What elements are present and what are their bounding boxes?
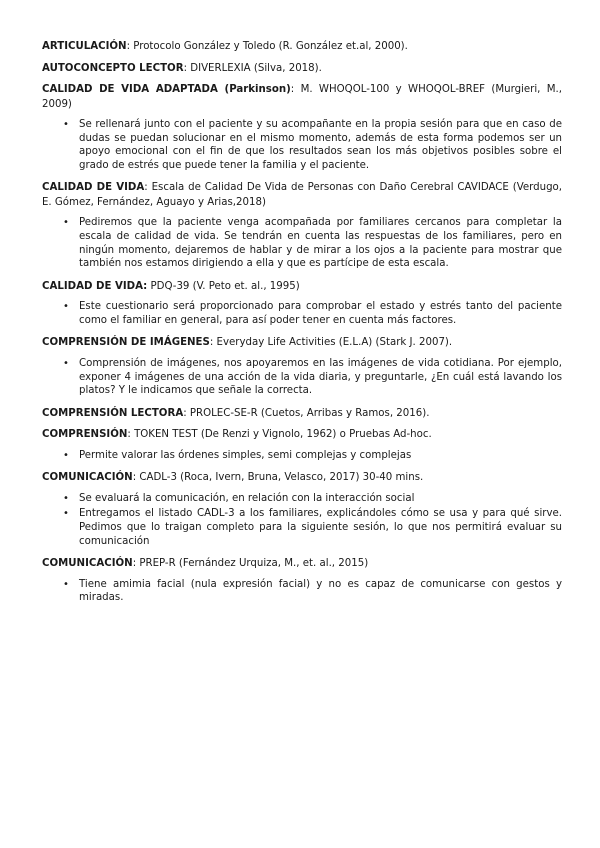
entry-heading [42,428,562,443]
bullet-item: • Se rellenará junto con el paciente y su acompañante en la propia sesión para que en caso de dudas se puedan solucionar en el mismo momento, además de esta forma podemos ser un apoyo emocional con el fin de que los resultados sean los más objetivos posibles sobre el grado de estrés que puede tener la familia y el paciente. [79,118,562,172]
entry-separator: : [126,41,134,52]
entry [42,40,562,55]
bullet-item: • Comprensión de imágenes, nos apoyaremos en las imágenes de vida cotidiana. Por ejemplo, exponer 4 imágenes de una acción de la vida diaria, y preguntarle, ¿En cuál está lavando los platos? Y le indicamos que señale la correcta. [79,357,562,398]
entry-term: COMPRENSIÓN LECTORA [42,407,184,419]
entry [42,62,562,77]
entry-reference: PREP-R (Fernández Urquiza, M., et. al., 2015) [139,558,369,570]
entry [42,83,562,172]
entry-heading [42,181,562,210]
entry-reference: TOKEN TEST (De Renzi y Vignolo, 1962) o Pruebas Ad-hoc. [134,429,432,441]
entry-separator: : [132,558,140,570]
entry [42,557,562,605]
bullet-item: • Entregamos el listado CADL-3 a los familiares, explicándoles cómo se usa y para qué sirve. Pedimos que lo traigan completo para la siguiente sesión, lo que nos permitirá evaluar su comunicación [79,507,562,548]
entry-reference: CADL-3 (Roca, Ivern, Bruna, Velasco, 2017) 30-40 mins. [139,472,424,484]
bullet-item: • Este cuestionario será proporcionado para comprobar el estado y estrés tanto del paciente como el familiar en general, para así poder tener en cuenta más factores. [79,300,562,327]
entry [42,428,562,462]
entry-heading [42,336,562,351]
bullet-list [42,449,562,463]
entry-reference: Escala de Calidad De Vida de Personas con Daño Cerebral CAVIDACE (Verdugo, E. Gómez, Fernández, Aguayo y Arias,2018) [42,182,563,208]
bullet-list [42,492,562,548]
entry-heading [42,280,562,295]
bullet-list [42,118,562,172]
bullet-item: • Pediremos que la paciente venga acompañada por familiares cercanos para completar la escala de calidad de vida. Se tendrán en cuenta las respuestas de los familiares, pero en ningún momento, dejaremos de hablar y de mirar a los ojos a la paciente para mostrar que también nos estamos dirigiendo a ella y que es partícipe de esta escala. [79,216,562,270]
entry-term: COMUNICACIÓN [42,472,133,484]
entry [42,181,562,270]
entry-reference: Protocolo González y Toledo (R. González et.al, 2000). [133,41,408,52]
bullet-list [42,357,562,398]
entry-reference: Everyday Life Activities (E.L.A) (Stark J. 2007). [216,337,453,349]
entry-term: CALIDAD DE VIDA: [42,280,148,292]
entry-term: ARTICULACIÓN [42,41,127,52]
bullet-list [42,578,562,605]
entry-reference: PDQ-39 (V. Peto et. al., 1995) [150,280,300,292]
entry-reference: M. WHOQOL-100 y WHOQOL-BREF (Murgieri, M., 2009) [42,84,563,110]
entry-separator: : [183,407,190,419]
entry-separator: : [209,337,217,349]
entry-heading [42,62,562,77]
entry-term: COMPRENSIÓN [42,429,128,441]
entry-reference: DIVERLEXIA (Silva, 2018). [190,62,322,74]
entry-separator: : [183,62,191,74]
entry-separator: : [132,472,140,484]
entry-heading [42,407,562,422]
entry-heading [42,83,562,112]
entry-separator: : [144,182,152,194]
entries-list [42,40,562,605]
bullet-list [42,216,562,270]
entry-term: CALIDAD DE VIDA ADAPTADA (Parkinson) [42,84,291,95]
entry-separator: : [290,84,301,95]
bullet-list [42,300,562,327]
bullet-item: • Tiene amimia facial (nula expresión facial) y no es capaz de comunicarse con gestos y miradas. [79,578,562,605]
entry-term: COMPRENSIÓN DE IMÁGENES [42,337,210,349]
entry-reference: PROLEC-SE-R (Cuetos, Arribas y Ramos, 2016). [189,407,430,419]
entry-term: CALIDAD DE VIDA [42,182,145,194]
entry-separator: : [127,429,135,441]
bullet-item: • Permite valorar las órdenes simples, semi complejas y complejas [79,449,562,463]
entry-heading [42,40,562,55]
entry-term: COMUNICACIÓN [42,558,133,570]
bullet-item: • Se evaluará la comunicación, en relación con la interacción social [79,492,562,506]
entry-heading [42,471,562,486]
entry-term: AUTOCONCEPTO LECTOR [42,62,184,74]
entry-heading [42,557,562,572]
entry [42,471,562,548]
entry [42,407,562,422]
entry [42,336,562,397]
entry [42,280,562,328]
